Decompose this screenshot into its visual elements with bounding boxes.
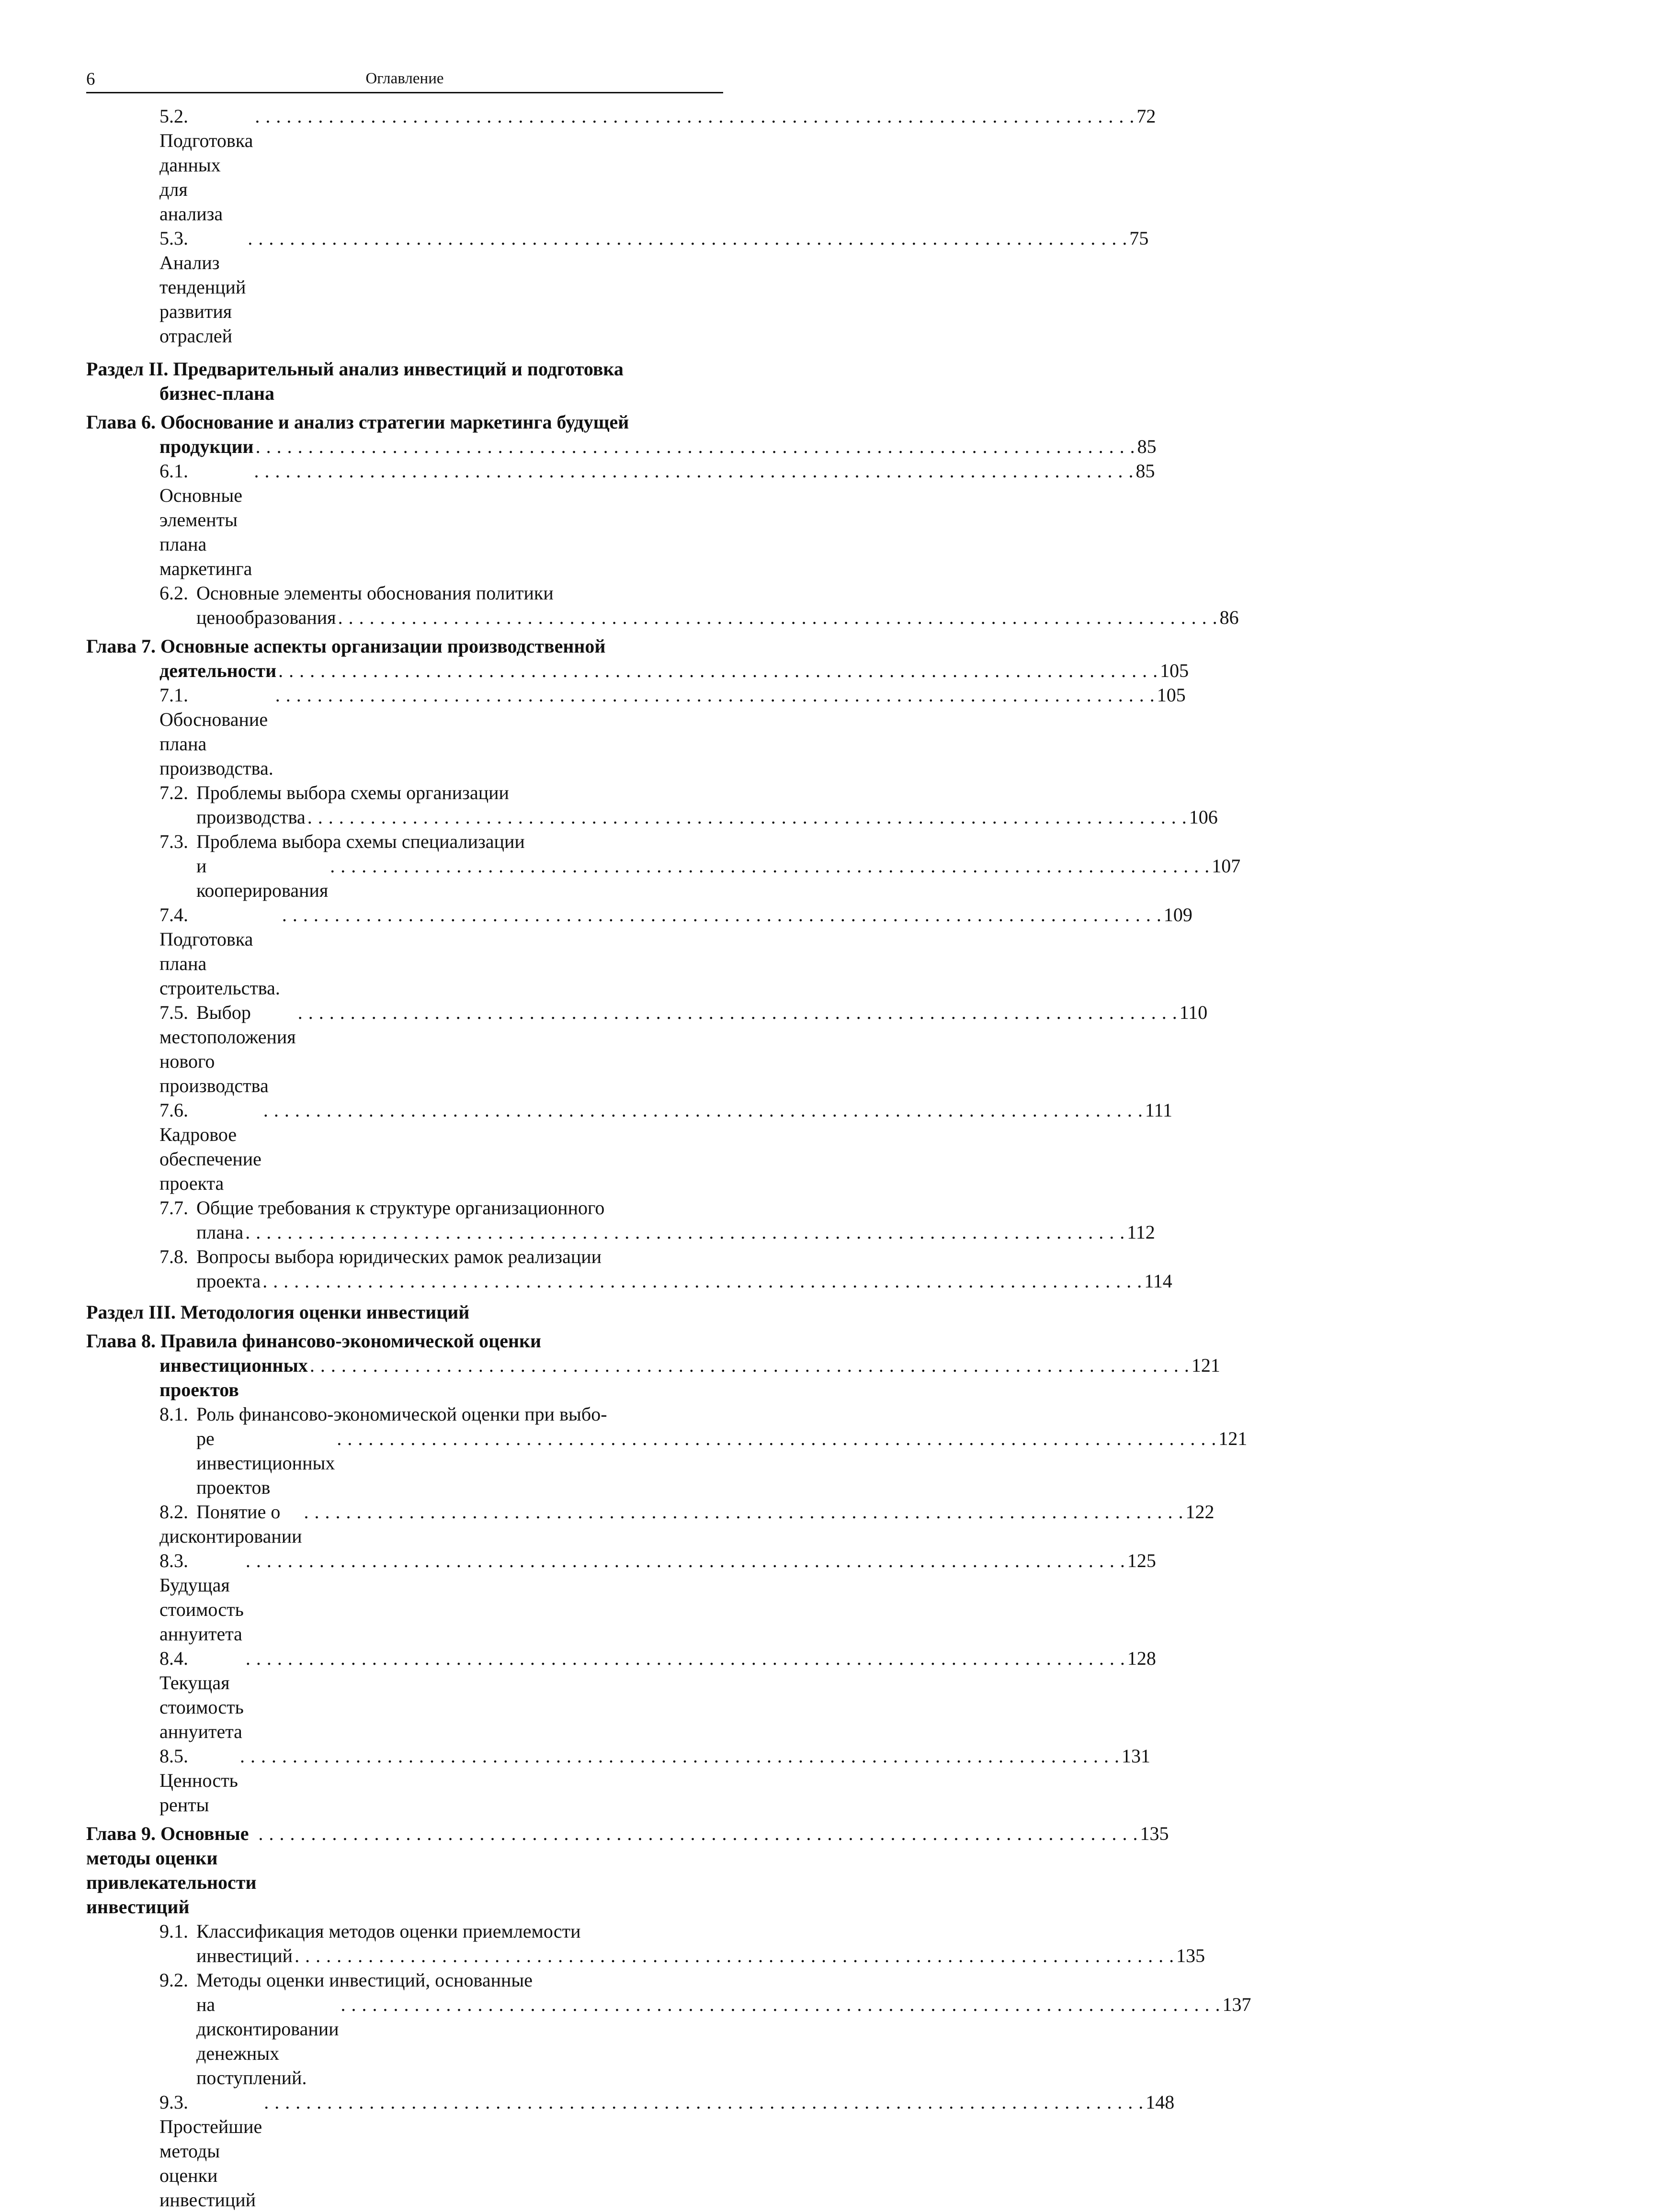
entry-page: 85 <box>1137 436 1157 457</box>
leader-dots: . . . . . . . . . . . . . . . . . . . . . . . . . . . . . . . . . . . . . . . . . . . . . . . . . . . . . . . . . . . . . . . . . . . . . . . . . . . . . . . . . . . . <box>254 460 1134 482</box>
entry-title-line1: Общие требования к структуре организационного <box>196 1197 605 1219</box>
entry-title: Понятие о дисконтировании <box>159 1501 302 1547</box>
leader-dots: . . . . . . . . . . . . . . . . . . . . . . . . . . . . . . . . . . . . . . . . . . . . . . . . . . . . . . . . . . . . . . . . . . . . . . . . . . . . . . . . . . . . <box>297 1002 1178 1023</box>
toc-chapter-6[interactable] <box>86 410 1157 459</box>
entry-title-line1: Классификация методов оценки приемлемости <box>196 1920 581 1942</box>
table-of-contents <box>86 104 1251 2212</box>
entry-page: 85 <box>1135 460 1155 482</box>
chapter-title-line1: Обоснование и анализ стратегии маркетинга будущей <box>160 411 629 433</box>
toc-entry-9-1[interactable] <box>86 1919 1205 1968</box>
entry-title: Подготовка плана строительства. <box>159 928 280 999</box>
entry-page: 111 <box>1145 1099 1172 1121</box>
entry-title: Будущая стоимость аннуитета <box>159 1574 244 1645</box>
toc-section-2[interactable] <box>86 357 723 406</box>
entry-number: 9.2. <box>159 1969 188 1991</box>
entry-title: Анализ тенденций развития отраслей <box>159 252 246 347</box>
page-number: 6 <box>86 69 95 89</box>
toc-entry-8-5[interactable] <box>86 1744 1150 1817</box>
entry-title: Простейшие методы оценки инвестиций <box>159 2116 262 2211</box>
entry-page: 148 <box>1146 2091 1175 2113</box>
leader-dots: . . . . . . . . . . . . . . . . . . . . . . . . . . . . . . . . . . . . . . . . . . . . . . . . . . . . . . . . . . . . . . . . . . . . . . . . . . . . . . . . . . . . <box>245 1221 1125 1243</box>
toc-entry-9-2[interactable] <box>86 1968 1251 2090</box>
entry-page: 107 <box>1212 855 1241 877</box>
leader-dots: . . . . . . . . . . . . . . . . . . . . . . . . . . . . . . . . . . . . . . . . . . . . . . . . . . . . . . . . . . . . . . . . . . . . . . . . . . . . . . . . . . . . <box>255 436 1135 457</box>
entry-page: 106 <box>1189 806 1218 828</box>
toc-entry-8-3[interactable] <box>86 1548 1156 1646</box>
running-title: Оглавление <box>365 70 444 87</box>
leader-dots: . . . . . . . . . . . . . . . . . . . . . . . . . . . . . . . . . . . . . . . . . . . . . . . . . . . . . . . . . . . . . . . . . . . . . . . . . . . . . . . . . . . . <box>341 1994 1221 2015</box>
chapter-title-line2: деятельности <box>159 660 277 681</box>
entry-page: 131 <box>1121 1745 1150 1767</box>
entry-title: Кадровое обеспечение проекта <box>159 1124 261 1194</box>
leader-dots: . . . . . . . . . . . . . . . . . . . . . . . . . . . . . . . . . . . . . . . . . . . . . . . . . . . . . . . . . . . . . . . . . . . . . . . . . . . . . . . . . . . . <box>307 806 1187 828</box>
entry-number: 8.2. <box>159 1501 188 1523</box>
entry-number: 7.3. <box>159 831 188 852</box>
section-number: Раздел II. <box>86 358 169 380</box>
entry-page: 112 <box>1127 1221 1155 1243</box>
entry-number: 8.5. <box>159 1745 188 1767</box>
leader-dots: . . . . . . . . . . . . . . . . . . . . . . . . . . . . . . . . . . . . . . . . . . . . . . . . . . . . . . . . . . . . . . . . . . . . . . . . . . . . . . . . . . . . <box>275 684 1155 706</box>
leader-dots: . . . . . . . . . . . . . . . . . . . . . . . . . . . . . . . . . . . . . . . . . . . . . . . . . . . . . . . . . . . . . . . . . . . . . . . . . . . . . . . . . . . . <box>258 1823 1138 1844</box>
entry-number: 5.2. <box>159 105 188 127</box>
entry-number: 7.2. <box>159 782 188 803</box>
section-title-line2: бизнес-плана <box>159 383 275 404</box>
toc-entry-7-5[interactable] <box>86 1000 1208 1098</box>
entry-page: 135 <box>1140 1823 1169 1844</box>
entry-page: 125 <box>1127 1550 1156 1571</box>
entry-page: 105 <box>1160 660 1189 681</box>
entry-title: Основные элементы плана маркетинга <box>159 485 252 579</box>
toc-entry-7-2[interactable] <box>86 780 1218 829</box>
entry-page: 114 <box>1144 1270 1172 1292</box>
entry-number: 9.1. <box>159 1920 188 1942</box>
leader-dots: . . . . . . . . . . . . . . . . . . . . . . . . . . . . . . . . . . . . . . . . . . . . . . . . . . . . . . . . . . . . . . . . . . . . . . . . . . . . . . . . . . . . <box>239 1745 1120 1767</box>
entry-title-line1: Основные элементы обоснования политики <box>196 582 554 604</box>
chapter-number: Глава 6. <box>86 411 156 433</box>
toc-entry-5-3[interactable] <box>86 226 1149 348</box>
toc-entry-8-2[interactable] <box>86 1500 1215 1548</box>
entry-page: 75 <box>1129 227 1149 249</box>
leader-dots: . . . . . . . . . . . . . . . . . . . . . . . . . . . . . . . . . . . . . . . . . . . . . . . . . . . . . . . . . . . . . . . . . . . . . . . . . . . . . . . . . . . . <box>337 1428 1217 1449</box>
chapter-title-line1: Основные аспекты организации производственной <box>160 635 606 657</box>
entry-title-line1: Проблемы выбора схемы организации <box>196 782 509 803</box>
leader-dots: . . . . . . . . . . . . . . . . . . . . . . . . . . . . . . . . . . . . . . . . . . . . . . . . . . . . . . . . . . . . . . . . . . . . . . . . . . . . . . . . . . . . <box>309 1354 1190 1376</box>
entry-page: 86 <box>1219 607 1239 628</box>
leader-dots: . . . . . . . . . . . . . . . . . . . . . . . . . . . . . . . . . . . . . . . . . . . . . . . . . . . . . . . . . . . . . . . . . . . . . . . . . . . . . . . . . . . . <box>338 607 1218 628</box>
entry-title-line2: на дисконтировании денежных поступлений. <box>196 1994 339 2088</box>
entry-page: 121 <box>1191 1354 1220 1376</box>
toc-entry-7-3[interactable] <box>86 829 1241 903</box>
entry-number: 8.3. <box>159 1550 188 1571</box>
leader-dots: . . . . . . . . . . . . . . . . . . . . . . . . . . . . . . . . . . . . . . . . . . . . . . . . . . . . . . . . . . . . . . . . . . . . . . . . . . . . . . . . . . . . <box>295 1945 1175 1966</box>
entry-page: 137 <box>1222 1994 1251 2015</box>
entry-page: 109 <box>1163 904 1192 925</box>
entry-page: 135 <box>1176 1945 1205 1966</box>
toc-entry-7-8[interactable] <box>86 1244 1172 1293</box>
chapter-title-line2: продукции <box>159 436 254 457</box>
entry-title: Подготовка данных для анализа <box>159 130 253 225</box>
chapter-number: Глава 7. <box>86 635 156 657</box>
toc-entry-7-6[interactable] <box>86 1098 1172 1196</box>
leader-dots: . . . . . . . . . . . . . . . . . . . . . . . . . . . . . . . . . . . . . . . . . . . . . . . . . . . . . . . . . . . . . . . . . . . . . . . . . . . . . . . . . . . . <box>248 227 1128 249</box>
leader-dots: . . . . . . . . . . . . . . . . . . . . . . . . . . . . . . . . . . . . . . . . . . . . . . . . . . . . . . . . . . . . . . . . . . . . . . . . . . . . . . . . . . . . <box>282 904 1162 925</box>
toc-entry-7-4[interactable] <box>86 903 1192 1000</box>
entry-number: 7.7. <box>159 1197 188 1219</box>
chapter-number: Глава 8. <box>86 1330 156 1352</box>
entry-title-line2: инвестиций <box>196 1945 293 1966</box>
entry-number: 7.1. <box>159 684 188 706</box>
leader-dots: . . . . . . . . . . . . . . . . . . . . . . . . . . . . . . . . . . . . . . . . . . . . . . . . . . . . . . . . . . . . . . . . . . . . . . . . . . . . . . . . . . . . <box>245 1648 1125 1669</box>
chapter-title-line1: Правила финансово-экономической оценки <box>160 1330 542 1352</box>
toc-chapter-8[interactable] <box>86 1329 1220 1402</box>
entry-number: 8.4. <box>159 1648 188 1669</box>
leader-dots: . . . . . . . . . . . . . . . . . . . . . . . . . . . . . . . . . . . . . . . . . . . . . . . . . . . . . . . . . . . . . . . . . . . . . . . . . . . . . . . . . . . . <box>262 1270 1143 1292</box>
entry-title-line2: плана <box>196 1221 244 1243</box>
leader-dots: . . . . . . . . . . . . . . . . . . . . . . . . . . . . . . . . . . . . . . . . . . . . . . . . . . . . . . . . . . . . . . . . . . . . . . . . . . . . . . . . . . . . <box>245 1550 1125 1571</box>
entry-title-line2: ре инвестиционных проектов <box>196 1428 335 1498</box>
toc-entry-7-1[interactable] <box>86 683 1186 780</box>
entry-number: 9.3. <box>159 2091 188 2113</box>
entry-title: Выбор местоположения нового производства <box>159 1002 296 1096</box>
entry-number: 7.8. <box>159 1246 188 1267</box>
entry-number: 7.6. <box>159 1099 188 1121</box>
toc-chapter-7[interactable] <box>86 634 1189 683</box>
chapter-title-line2: инвестиционных проектов <box>159 1354 308 1400</box>
chapter-number: Глава 9. <box>86 1823 156 1844</box>
entry-page: 72 <box>1136 105 1156 127</box>
toc-section-3[interactable]: Раздел III. Методология оценки инвестиций <box>86 1301 470 1323</box>
entry-title: Ценность ренты <box>159 1770 238 1816</box>
toc-page <box>86 67 1251 2212</box>
entry-title: Обоснование плана производства. <box>159 709 273 779</box>
leader-dots: . . . . . . . . . . . . . . . . . . . . . . . . . . . . . . . . . . . . . . . . . . . . . . . . . . . . . . . . . . . . . . . . . . . . . . . . . . . . . . . . . . . . <box>278 660 1158 681</box>
toc-entry-7-7[interactable] <box>86 1196 1155 1244</box>
entry-title-line2: и кооперирования <box>196 855 329 901</box>
toc-entry-6-1[interactable] <box>86 459 1155 581</box>
toc-entry-5-2[interactable] <box>86 104 1156 226</box>
entry-number: 8.1. <box>159 1403 188 1425</box>
entry-page: 122 <box>1185 1501 1215 1523</box>
section-title-line1: Предварительный анализ инвестиций и подготовка <box>173 358 624 380</box>
page-header <box>86 67 723 93</box>
toc-chapter-9[interactable] <box>86 1821 1169 1919</box>
entry-title-line1: Методы оценки инвестиций, основанные <box>196 1969 533 1991</box>
entry-page: 110 <box>1179 1002 1208 1023</box>
toc-entry-9-3[interactable] <box>86 2090 1175 2212</box>
entry-title-line2: проекта <box>196 1270 261 1292</box>
entry-page: 105 <box>1157 684 1186 706</box>
entry-title-line1: Роль финансово-экономической оценки при выбо- <box>196 1403 607 1425</box>
leader-dots: . . . . . . . . . . . . . . . . . . . . . . . . . . . . . . . . . . . . . . . . . . . . . . . . . . . . . . . . . . . . . . . . . . . . . . . . . . . . . . . . . . . . <box>263 1099 1143 1121</box>
entry-number: 7.4. <box>159 904 188 925</box>
entry-title-line1: Проблема выбора схемы специализации <box>196 831 525 852</box>
entry-page: 121 <box>1218 1428 1248 1449</box>
toc-entry-8-4[interactable] <box>86 1646 1156 1744</box>
leader-dots: . . . . . . . . . . . . . . . . . . . . . . . . . . . . . . . . . . . . . . . . . . . . . . . . . . . . . . . . . . . . . . . . . . . . . . . . . . . . . . . . . . . . <box>304 1501 1184 1523</box>
entry-page: 128 <box>1127 1648 1156 1669</box>
entry-title-line2: производства <box>196 806 306 828</box>
leader-dots: . . . . . . . . . . . . . . . . . . . . . . . . . . . . . . . . . . . . . . . . . . . . . . . . . . . . . . . . . . . . . . . . . . . . . . . . . . . . . . . . . . . . <box>264 2091 1144 2113</box>
entry-number: 6.2. <box>159 582 188 604</box>
entry-number: 6.1. <box>159 460 188 482</box>
entry-title-line1: Вопросы выбора юридических рамок реализации <box>196 1246 602 1267</box>
entry-title-line2: ценообразования <box>196 607 336 628</box>
leader-dots: . . . . . . . . . . . . . . . . . . . . . . . . . . . . . . . . . . . . . . . . . . . . . . . . . . . . . . . . . . . . . . . . . . . . . . . . . . . . . . . . . . . . <box>255 105 1135 127</box>
entry-title: Текущая стоимость аннуитета <box>159 1672 244 1742</box>
toc-entry-6-2[interactable] <box>86 581 1239 630</box>
toc-entry-8-1[interactable] <box>86 1402 1248 1500</box>
chapter-title: Основные методы оценки привлекательности инвестиций <box>86 1823 257 1918</box>
entry-number: 7.5. <box>159 1002 188 1023</box>
leader-dots: . . . . . . . . . . . . . . . . . . . . . . . . . . . . . . . . . . . . . . . . . . . . . . . . . . . . . . . . . . . . . . . . . . . . . . . . . . . . . . . . . . . . <box>330 855 1210 877</box>
entry-number: 5.3. <box>159 227 188 249</box>
